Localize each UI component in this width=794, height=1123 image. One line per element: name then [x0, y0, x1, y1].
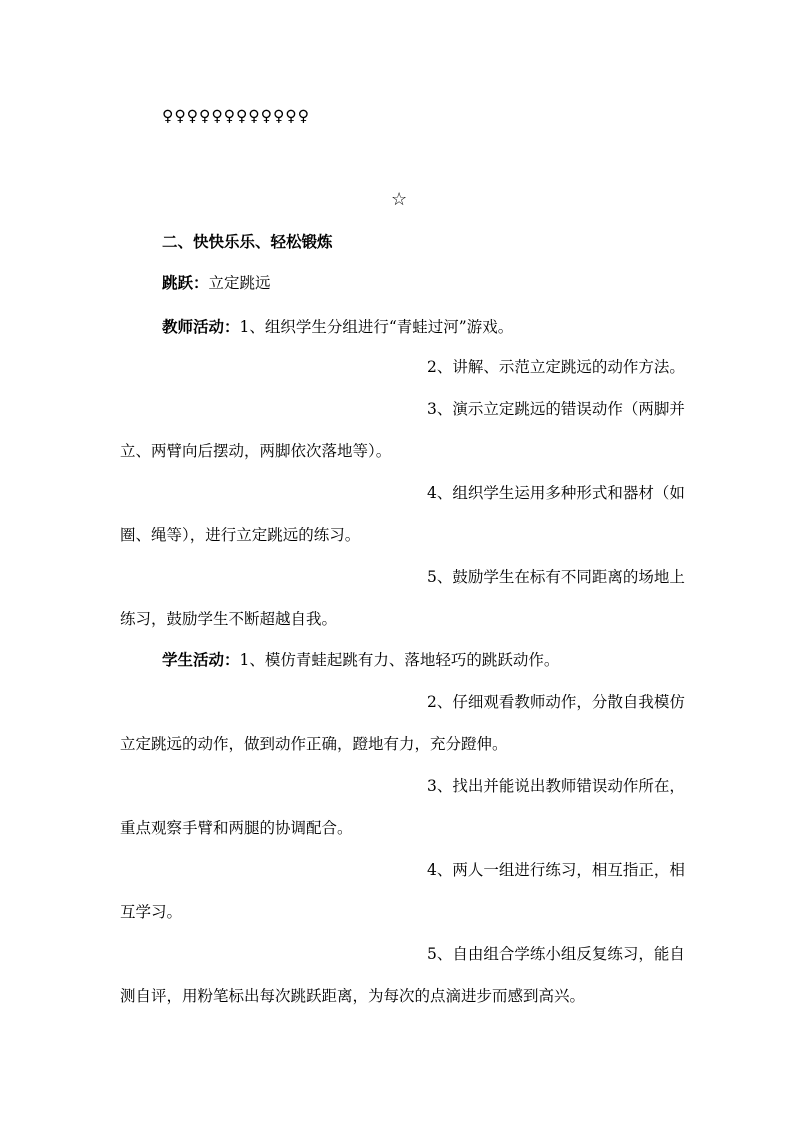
student-item-continuation: 互学习。 [120, 903, 183, 921]
female-symbols-row: ♀♀♀♀♀♀♀♀♀♀♀♀ [162, 107, 310, 125]
teacher-item: 4、组织学生运用多种形式和器材（如 [427, 484, 685, 502]
teacher-item: 5、鼓励学生在标有不同距离的场地上 [427, 568, 685, 586]
topic-label: 跳跃： [162, 273, 209, 292]
student-item-continuation: 测自评，用粉笔标出每次跳跃距离，为每次的点滴进步而感到高兴。 [120, 987, 586, 1005]
student-item: 5、自由组合学练小组反复练习，能自 [427, 945, 685, 963]
topic-value: 立定跳远 [208, 274, 271, 292]
topic-line [162, 273, 271, 293]
teacher-item: 2、讲解、示范立定跳远的动作方法。 [427, 358, 685, 376]
section-heading: 二、快快乐乐、轻松锻炼 [162, 232, 333, 251]
student-item: 1、模仿青蛙起跳有力、落地轻巧的跳跃动作。 [239, 651, 560, 669]
student-item: 3、找出并能说出教师错误动作所在， [427, 777, 685, 795]
student-item: 2、仔细观看教师动作，分散自我模仿 [427, 693, 685, 711]
teacher-item-continuation: 立、两臂向后摆动，两脚依次落地等）。 [120, 442, 392, 460]
student-item: 4、两人一组进行练习，相互指正，相 [427, 861, 685, 879]
teacher-item: 3、演示立定跳远的错误动作（两脚并 [427, 400, 685, 418]
teacher-activity-label: 教师活动： [162, 317, 240, 336]
student-item-continuation: 重点观察手臂和两腿的协调配合。 [120, 819, 353, 837]
teacher-activity-line [162, 317, 513, 337]
teacher-item-continuation: 练习，鼓励学生不断超越自我。 [120, 610, 338, 628]
student-activity-label: 学生活动： [162, 650, 240, 669]
star-icon: ☆ [391, 189, 408, 210]
student-activity-line [162, 650, 559, 670]
teacher-item: 1、组织学生分组进行“青蛙过河”游戏。 [239, 318, 514, 336]
student-item-continuation: 立定跳远的动作，做到动作正确，蹬地有力，充分蹬伸。 [120, 735, 508, 753]
teacher-item-continuation: 圈、绳等），进行立定跳远的练习。 [120, 526, 361, 544]
